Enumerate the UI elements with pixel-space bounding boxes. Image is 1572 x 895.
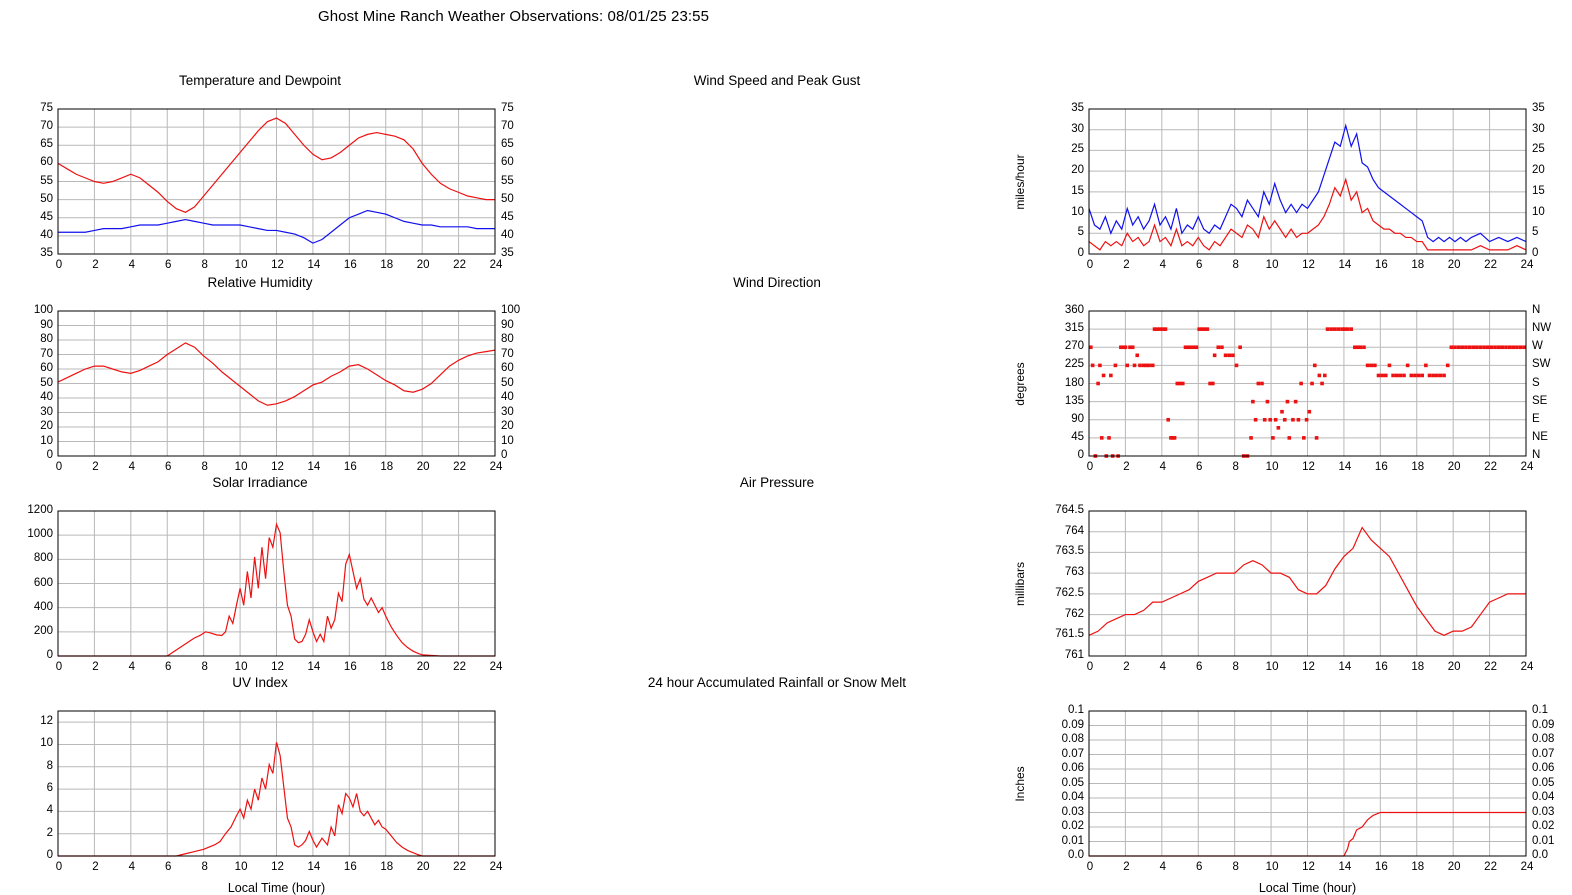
x-tick-label: 8 xyxy=(201,861,208,873)
x-tick-label: 10 xyxy=(234,461,248,473)
chart-title: Air Pressure xyxy=(739,475,815,490)
y-tick-label-right: 70 xyxy=(501,347,514,360)
y-tick-label: 45 xyxy=(1071,430,1084,443)
y-tick-label: 80 xyxy=(40,333,53,345)
x-tick-label: 8 xyxy=(201,259,208,271)
y-tick-label: 1200 xyxy=(27,504,53,516)
x-tick-label: 2 xyxy=(92,259,99,271)
x-tick-label: 8 xyxy=(201,661,208,673)
x-tick-label: 14 xyxy=(307,461,321,473)
x-tick-label: 6 xyxy=(165,259,172,271)
y-tick-label: 20 xyxy=(1071,164,1084,177)
x-tick-label: 0 xyxy=(1086,661,1094,673)
y-tick-label: 315 xyxy=(1064,322,1084,335)
y-tick-label-right: 0.02 xyxy=(1532,820,1555,832)
y-tick-label: 763 xyxy=(1064,566,1084,579)
x-tick-label: 24 xyxy=(1520,259,1534,271)
x-tick-label: 12 xyxy=(271,661,284,673)
x-tick-label: 24 xyxy=(489,661,503,673)
x-tick-label: 4 xyxy=(1159,661,1167,673)
x-tick-label: 0 xyxy=(1086,461,1094,473)
y-tick-label-right: 15 xyxy=(1532,184,1545,197)
x-tick-label: 2 xyxy=(92,461,99,473)
y-tick-label-right: S xyxy=(1532,376,1540,389)
x-tick-label: 14 xyxy=(307,861,321,873)
x-tick-label: 12 xyxy=(1302,461,1315,473)
x-tick-label: 10 xyxy=(1265,259,1279,271)
x-tick-label: 10 xyxy=(234,259,248,271)
x-tick-label: 6 xyxy=(165,661,172,673)
x-axis-label: Local Time (hour) xyxy=(227,881,326,895)
y-tick-label: 50 xyxy=(40,376,53,389)
x-axis-label: Local Time (hour) xyxy=(1258,881,1357,895)
y-tick-label: 225 xyxy=(1064,358,1084,371)
x-tick-label: 24 xyxy=(1520,861,1534,873)
y-tick-label: 762.5 xyxy=(1055,586,1084,599)
x-tick-label: 14 xyxy=(1338,661,1352,673)
y-tick-label: 0.04 xyxy=(1061,791,1084,803)
y-tick-label-right: 60 xyxy=(501,156,514,169)
x-tick-label: 12 xyxy=(271,259,284,271)
x-tick-label: 6 xyxy=(1196,461,1203,473)
y-tick-label-right: 35 xyxy=(501,247,514,259)
y-tick-label: 5 xyxy=(1077,226,1084,239)
y-tick-label: 800 xyxy=(33,552,53,565)
y-tick-label: 763.5 xyxy=(1055,545,1084,558)
x-tick-label: 8 xyxy=(1232,861,1239,873)
x-tick-label: 2 xyxy=(1123,861,1130,873)
y-tick-label: 60 xyxy=(40,362,53,374)
x-tick-label: 4 xyxy=(128,861,136,873)
y-tick-label: 761 xyxy=(1064,649,1084,661)
x-tick-label: 0 xyxy=(55,461,63,473)
y-tick-label: 40 xyxy=(40,391,53,403)
y-tick-label: 0.01 xyxy=(1061,834,1084,847)
x-tick-label: 18 xyxy=(380,861,394,873)
chart-title: Relative Humidity xyxy=(207,275,313,290)
plot-area xyxy=(1088,310,1527,457)
y-tick-label: 30 xyxy=(40,405,53,418)
chart-title: Solar Irradiance xyxy=(212,475,308,490)
y-tick-label: 600 xyxy=(33,576,53,589)
x-tick-label: 16 xyxy=(343,259,357,271)
y-tick-label-right: 0.08 xyxy=(1532,733,1555,745)
page-title: Ghost Mine Ranch Weather Observations: 08/01/25 23:55 xyxy=(317,8,710,25)
x-tick-label: 6 xyxy=(1196,861,1203,873)
x-tick-label: 20 xyxy=(416,661,430,673)
y-tick-label: 0.1 xyxy=(1068,704,1084,716)
x-tick-label: 2 xyxy=(92,661,99,673)
y-tick-label: 8 xyxy=(46,759,53,772)
y-tick-label-right: 60 xyxy=(501,362,514,374)
y-tick-label-right: 0.09 xyxy=(1532,718,1555,731)
y-tick-label-right: 30 xyxy=(1532,122,1545,135)
x-tick-label: 0 xyxy=(55,861,63,873)
chart-title: Wind Speed and Peak Gust xyxy=(693,73,861,88)
x-tick-label: 0 xyxy=(1086,861,1094,873)
x-tick-label: 20 xyxy=(416,861,430,873)
y-tick-label: 0.0 xyxy=(1068,849,1084,861)
y-tick-label-right: 0.06 xyxy=(1532,762,1555,774)
x-tick-label: 4 xyxy=(128,461,136,473)
y-tick-label-right: W xyxy=(1532,340,1543,353)
y-tick-label: 20 xyxy=(40,420,53,432)
x-tick-label: 12 xyxy=(1302,861,1315,873)
x-tick-label: 2 xyxy=(1123,259,1130,271)
x-tick-label: 6 xyxy=(1196,259,1203,271)
x-tick-label: 2 xyxy=(1123,461,1130,473)
x-tick-label: 20 xyxy=(1447,461,1461,473)
y-tick-label: 30 xyxy=(1071,122,1084,135)
y-tick-label: 35 xyxy=(1071,102,1084,114)
x-tick-label: 12 xyxy=(271,861,284,873)
x-tick-label: 4 xyxy=(1159,461,1167,473)
y-tick-label-right: N xyxy=(1532,304,1541,316)
y-tick-label-right: N xyxy=(1532,449,1541,461)
x-tick-label: 10 xyxy=(234,661,248,673)
y-tick-label-right: 0.1 xyxy=(1532,704,1548,716)
y-tick-label: 60 xyxy=(40,156,53,169)
x-tick-label: 22 xyxy=(453,661,466,673)
y-tick-label: 0.07 xyxy=(1061,747,1084,760)
x-tick-label: 18 xyxy=(1411,861,1425,873)
x-tick-label: 16 xyxy=(1374,461,1388,473)
y-tick-label: 0.06 xyxy=(1061,762,1084,774)
y-tick-label: 4 xyxy=(46,804,53,817)
x-tick-label: 2 xyxy=(92,861,99,873)
x-tick-label: 22 xyxy=(453,259,466,271)
y-tick-label: 0.02 xyxy=(1061,820,1084,832)
x-tick-label: 20 xyxy=(1447,661,1461,673)
y-tick-label: 764 xyxy=(1064,524,1084,537)
y-tick-label: 0.08 xyxy=(1061,733,1084,745)
y-tick-label-right: 65 xyxy=(501,138,514,151)
chart-title: Wind Direction xyxy=(733,275,821,290)
y-tick-label-right: 0.05 xyxy=(1532,776,1555,789)
x-tick-label: 22 xyxy=(1484,461,1497,473)
y-axis-label: millibars xyxy=(1013,561,1027,606)
x-tick-label: 14 xyxy=(1338,259,1352,271)
y-tick-label-right: SW xyxy=(1532,358,1551,371)
x-tick-label: 22 xyxy=(453,861,466,873)
y-tick-label: 400 xyxy=(33,600,53,613)
y-tick-label-right: 55 xyxy=(501,174,514,187)
x-tick-label: 2 xyxy=(1123,661,1130,673)
y-tick-label: 100 xyxy=(33,304,53,316)
y-tick-label: 10 xyxy=(40,737,53,750)
x-tick-label: 12 xyxy=(1302,259,1315,271)
y-tick-label-right: 0 xyxy=(1532,247,1539,259)
x-tick-label: 8 xyxy=(201,461,208,473)
y-tick-label: 180 xyxy=(1064,376,1084,389)
x-tick-label: 6 xyxy=(165,861,172,873)
x-tick-label: 24 xyxy=(489,259,503,271)
y-tick-label-right: 20 xyxy=(1532,164,1545,177)
x-tick-label: 10 xyxy=(234,861,248,873)
y-tick-label: 761.5 xyxy=(1055,628,1084,641)
y-tick-label-right: 0.03 xyxy=(1532,805,1555,818)
y-tick-label-right: 0.04 xyxy=(1532,791,1555,803)
y-axis-label: Inches xyxy=(1013,765,1027,802)
y-tick-label-right: NE xyxy=(1532,430,1548,443)
y-tick-label-right: 40 xyxy=(501,228,514,241)
y-tick-label: 135 xyxy=(1064,394,1084,407)
x-tick-label: 18 xyxy=(380,461,394,473)
y-tick-label-right: 35 xyxy=(1532,102,1545,114)
x-tick-label: 18 xyxy=(1411,259,1425,271)
y-tick-label: 0 xyxy=(46,449,53,461)
x-tick-label: 14 xyxy=(1338,461,1352,473)
x-tick-label: 10 xyxy=(1265,661,1279,673)
y-tick-label: 65 xyxy=(40,138,53,151)
chart-title: Temperature and Dewpoint xyxy=(178,73,342,88)
y-tick-label: 90 xyxy=(40,318,53,331)
y-tick-label-right: 25 xyxy=(1532,143,1545,156)
y-tick-label-right: 20 xyxy=(501,420,514,432)
y-tick-label-right: 75 xyxy=(501,102,514,114)
x-tick-label: 14 xyxy=(307,259,321,271)
y-tick-label: 15 xyxy=(1071,184,1084,197)
y-tick-label-right: 0.01 xyxy=(1532,834,1555,847)
y-tick-label: 70 xyxy=(40,120,53,133)
x-tick-label: 22 xyxy=(1484,661,1497,673)
x-tick-label: 16 xyxy=(1374,661,1388,673)
x-tick-label: 10 xyxy=(1265,861,1279,873)
y-tick-label: 270 xyxy=(1064,340,1084,353)
y-tick-label: 0 xyxy=(1077,247,1084,259)
y-tick-label: 0 xyxy=(46,849,53,861)
y-tick-label: 55 xyxy=(40,174,53,187)
y-tick-label: 0.05 xyxy=(1061,776,1084,789)
x-tick-label: 20 xyxy=(1447,861,1461,873)
y-tick-label: 1000 xyxy=(27,528,53,541)
x-tick-label: 8 xyxy=(1232,259,1239,271)
y-axis-label: miles/hour xyxy=(1013,153,1027,210)
y-tick-label: 200 xyxy=(33,624,53,637)
y-tick-label: 360 xyxy=(1064,304,1084,316)
y-tick-label: 90 xyxy=(1071,412,1084,425)
y-tick-label: 70 xyxy=(40,347,53,360)
y-tick-label-right: 45 xyxy=(501,210,514,223)
x-tick-label: 14 xyxy=(307,661,321,673)
y-tick-label: 0.09 xyxy=(1061,718,1084,731)
y-tick-label-right: 50 xyxy=(501,376,514,389)
y-tick-label: 10 xyxy=(40,434,53,447)
x-tick-label: 16 xyxy=(1374,861,1388,873)
y-tick-label-right: E xyxy=(1532,412,1540,425)
x-tick-label: 24 xyxy=(489,861,503,873)
x-tick-label: 22 xyxy=(1484,861,1497,873)
x-tick-label: 24 xyxy=(1520,661,1534,673)
y-tick-label-right: 0.07 xyxy=(1532,747,1555,760)
y-tick-label-right: 10 xyxy=(501,434,514,447)
x-tick-label: 6 xyxy=(165,461,172,473)
x-tick-label: 16 xyxy=(343,861,357,873)
x-tick-label: 20 xyxy=(416,461,430,473)
y-tick-label: 35 xyxy=(40,247,53,259)
y-tick-label-right: 100 xyxy=(501,304,521,316)
x-tick-label: 16 xyxy=(343,661,357,673)
x-tick-label: 8 xyxy=(1232,461,1239,473)
y-tick-label-right: 80 xyxy=(501,333,514,345)
y-tick-label-right: 0.0 xyxy=(1532,849,1548,861)
y-tick-label: 2 xyxy=(46,826,53,839)
y-tick-label: 40 xyxy=(40,228,53,241)
x-tick-label: 24 xyxy=(1520,461,1534,473)
y-tick-label-right: NW xyxy=(1532,322,1552,335)
y-tick-label: 6 xyxy=(46,782,53,795)
y-tick-label: 0 xyxy=(1077,449,1084,461)
y-tick-label-right: 10 xyxy=(1532,205,1545,218)
x-tick-label: 10 xyxy=(1265,461,1279,473)
plot-area xyxy=(1088,108,1527,255)
x-tick-label: 12 xyxy=(1302,661,1315,673)
plot-area xyxy=(1088,510,1527,657)
y-tick-label: 25 xyxy=(1071,143,1084,156)
x-tick-label: 16 xyxy=(343,461,357,473)
y-tick-label: 10 xyxy=(1071,205,1084,218)
plot-area xyxy=(1088,710,1527,857)
charts-grid xyxy=(0,25,1555,895)
x-tick-label: 8 xyxy=(1232,661,1239,673)
x-tick-label: 6 xyxy=(1196,661,1203,673)
x-tick-label: 20 xyxy=(1447,259,1461,271)
y-tick-label-right: 70 xyxy=(501,120,514,133)
x-tick-label: 4 xyxy=(1159,861,1167,873)
y-axis-label: degrees xyxy=(1013,361,1027,406)
y-tick-label-right: SE xyxy=(1532,394,1548,407)
y-tick-label: 45 xyxy=(40,210,53,223)
x-tick-label: 18 xyxy=(1411,661,1425,673)
y-tick-label-right: 0 xyxy=(501,449,508,461)
y-tick-label: 75 xyxy=(40,102,53,114)
x-tick-label: 18 xyxy=(1411,461,1425,473)
y-tick-label-right: 50 xyxy=(501,192,514,205)
chart-title: UV Index xyxy=(232,675,288,690)
x-tick-label: 4 xyxy=(1159,259,1167,271)
y-tick-label: 764.5 xyxy=(1055,504,1084,516)
y-tick-label-right: 30 xyxy=(501,405,514,418)
x-tick-label: 18 xyxy=(380,661,394,673)
y-tick-label-right: 40 xyxy=(501,391,514,403)
y-tick-label: 0 xyxy=(46,649,53,661)
y-tick-label-right: 5 xyxy=(1532,226,1539,239)
x-tick-label: 0 xyxy=(1086,259,1094,271)
x-tick-label: 0 xyxy=(55,661,63,673)
x-tick-label: 12 xyxy=(271,461,284,473)
x-tick-label: 0 xyxy=(55,259,63,271)
x-tick-label: 4 xyxy=(128,259,136,271)
y-tick-label: 0.03 xyxy=(1061,805,1084,818)
x-tick-label: 20 xyxy=(416,259,430,271)
y-tick-label: 762 xyxy=(1064,607,1084,620)
x-tick-label: 18 xyxy=(380,259,394,271)
x-tick-label: 24 xyxy=(489,461,503,473)
x-tick-label: 22 xyxy=(453,461,466,473)
y-tick-label: 12 xyxy=(40,715,53,728)
y-tick-label: 50 xyxy=(40,192,53,205)
chart-title: 24 hour Accumulated Rainfall or Snow Melt xyxy=(647,675,907,690)
x-tick-label: 22 xyxy=(1484,259,1497,271)
x-tick-label: 4 xyxy=(128,661,136,673)
y-tick-label-right: 90 xyxy=(501,318,514,331)
x-tick-label: 16 xyxy=(1374,259,1388,271)
x-tick-label: 14 xyxy=(1338,861,1352,873)
